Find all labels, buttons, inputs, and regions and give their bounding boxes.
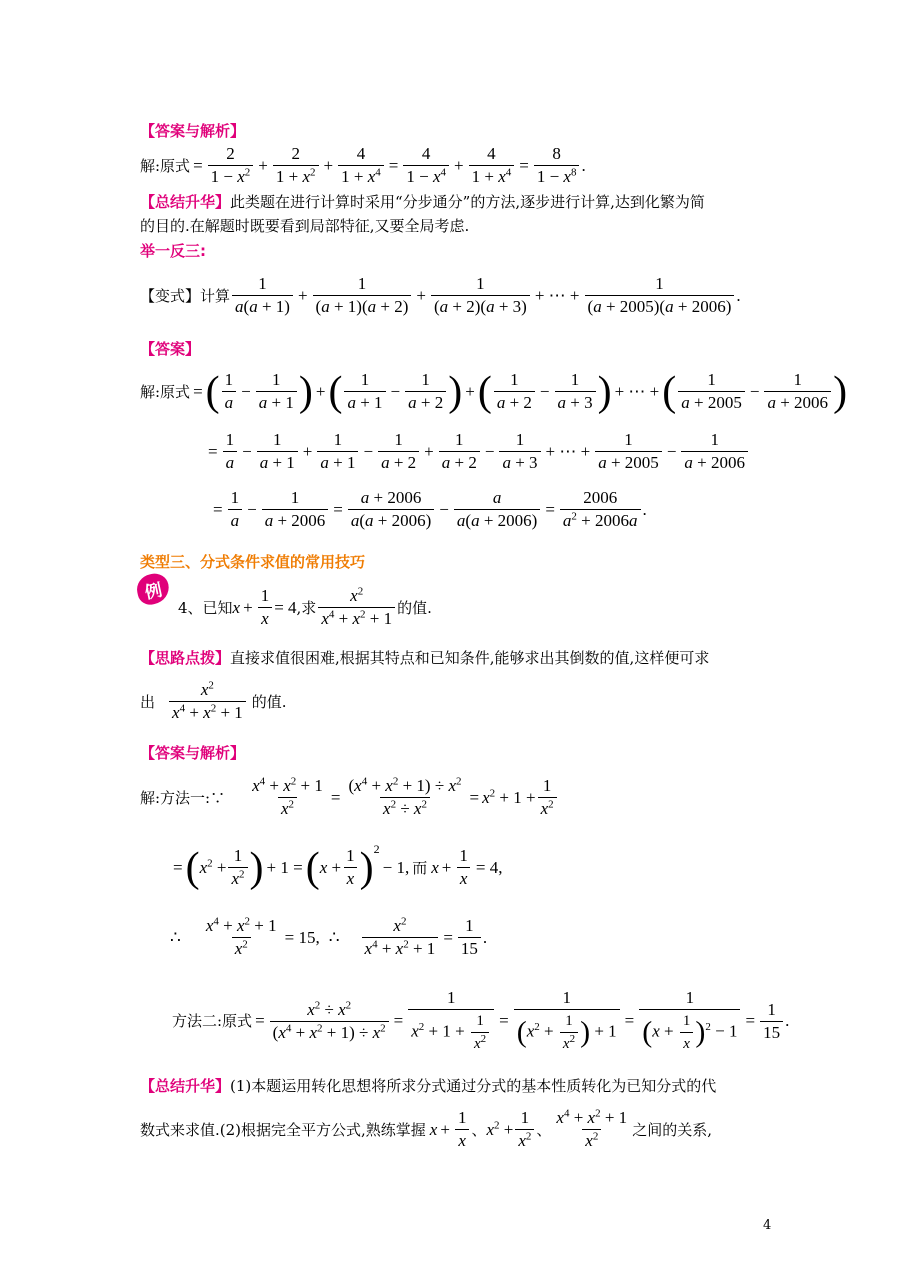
example-4-zhi: 的值. xyxy=(397,598,432,617)
variant-solution-line-1: 解:原式 = ( $\frac{1}{a}$ − $\frac{1}{a + 1}$ ) + ( $\frac{1}{a + 1}$ − $\frac{1}{a + 2}$ ) + ( $\frac{1}{a + 2}$ − $\frac{1}{a + 3}$ ) + ⋯ + ( $\frac{1}{a + 2005}$ − $\frac{1}{a + 2006}$ ) xyxy=(140,368,848,415)
method-one-line-1: 解:方法一:∵ $\frac{x^4 + x^2 + 1}{x^2}$ = $\frac{(x^4 + x^2 + 1) \div x^2}{x^2 \div x^2}$ = $x^2 + 1$ + $\frac{1}{x^2}$ xyxy=(140,776,559,819)
therefore-symbol-2: ∴ xyxy=(328,927,340,947)
type-three-heading: 类型三、分式条件求值的常用技巧 xyxy=(140,553,366,571)
variant-solution-prefix: 解:原式 xyxy=(140,382,191,401)
variant-solution-line-2: = $\frac{1}{a}$ − $\frac{1}{a + 1}$ + $\frac{1}{a + 1}$ − $\frac{1}{a + 2}$ + $\frac{1}{a + 2}$ − $\frac{1}{a + 3}$ + ⋯ + $\frac{1}{a + 2005}$ − $\frac{1}{a + 2006}$ xyxy=(205,430,750,473)
summary-paragraph-1 xyxy=(140,192,705,212)
solution-line-1: 解:原式 = $\frac{2}{1 - x^2}$ + $\frac{2}{1 + x^2}$ + $\frac{4}{1 + x^4}$ = $\frac{4}{1 - x^4}$ + $\frac{4}{1 + x^4}$ = $\frac{8}{1 - x^8}$ . xyxy=(140,144,586,186)
example-4: 4、已知 x + $\frac{1}{x}$ = 4 ,求 $\frac{x^2}{x^4 + x^2 + 1}$ 的值. xyxy=(178,585,432,628)
variant-solution-line-3: = $\frac{1}{a}$ − $\frac{1}{a + 2006}$ = $\frac{a + 2006}{a(a + 2006)}$ − $\frac{a}{a(a + 2006)}$ = $\frac{2006}{a^2 + 2006a}$ . xyxy=(213,488,647,530)
example-4-label: 4、已知 xyxy=(178,598,233,617)
dun-sep-1: 、 xyxy=(471,1120,487,1139)
summary-2-line-2-text: 数式来求值.(2)根据完全平方公式,熟练掌握 xyxy=(140,1120,426,1139)
hint-heading: 【思路点拨】 xyxy=(140,649,231,667)
summary-2-relation: 之间的关系, xyxy=(632,1120,712,1139)
hint-chu: 出 xyxy=(140,692,156,711)
dun-sep-2: 、 xyxy=(536,1120,552,1139)
answer-heading: 【答案】 xyxy=(140,340,201,358)
variant-problem: 【变式】 计算 $\frac{1}{a(a + 1)}$ + $\frac{1}{(a + 1)(a + 2)}$ + $\frac{1}{(a + 2)(a + 3)}$ + ⋯ + $\frac{1}{(a + 2005)(a + 2006)}$ . xyxy=(140,274,741,316)
answer-analysis-heading-2: 【答案与解析】 xyxy=(140,744,246,762)
hint-line-2: 出 $\frac{x^2}{x^4 + x^2 + 1}$ 的值. xyxy=(140,679,287,722)
method-two-label: 方法二:原式 xyxy=(172,1012,253,1030)
therefore-symbol-1: ∴ xyxy=(170,927,181,947)
hint-line-1: 直接求值很困难,根据其特点和已知条件,能够求出其倒数的值,这样便可求 xyxy=(230,649,710,667)
variant-label: 【变式】 xyxy=(140,286,201,305)
page-number: 4 xyxy=(763,1218,772,1233)
summary-heading-2: 【总结升华】 xyxy=(140,1077,231,1095)
summary-paragraph-2 xyxy=(140,1076,716,1096)
summary-heading: 【总结升华】 xyxy=(140,193,231,211)
method-one-label: 解:方法一:∵ xyxy=(140,788,226,807)
hint-zhi: 的值. xyxy=(251,692,287,711)
example-badge-icon: 例 xyxy=(134,571,172,607)
method-one-line-3: ∴ $\frac{x^4 + x^2 + 1}{x^2}$ = 15, ∴ $\frac{x^2}{x^4 + x^2 + 1}$ = $\frac{1}{15}$ . xyxy=(170,915,488,958)
solution-prefix: 解:原式 xyxy=(140,156,191,175)
summary-line-1: 此类题在进行计算时采用“分步通分”的方法,逐步进行计算,达到化繁为简 xyxy=(230,193,705,211)
method-one-line-2: = ( $x^2$ + $\frac{1}{x^2}$ ) + 1 = ( x + $\frac{1}{x}$ ) 2 − 1, 而 x + $\frac{1}{x}$ = 4, xyxy=(173,842,503,891)
method-two-line: 方法二:原式 = $\frac{x^2 \div x^2}{(x^4 + x^2 + 1) \div x^2}$ = 1 $x^2 + 1$ + $\frac{1}{x^2}$ = 1 ($x^2$ + $\frac{1}{x^2}$ ) + 1 = 1 (x + $\frac{1}{x}$ )$^2$ − 1 = $\frac{1}{15}$ . xyxy=(172,988,790,1052)
example-4-eq: = 4 xyxy=(274,597,297,617)
extension-heading: 举一反三: xyxy=(140,242,206,260)
method-one-er: 而 xyxy=(412,858,428,877)
summary-2-line-1: (1)本题运用转化思想将所求分式通过分式的基本性质转化为已知分式的代 xyxy=(230,1077,717,1095)
summary-line-2: 的目的.在解题时既要看到局部特征,又要全局考虑. xyxy=(140,217,470,235)
variant-compute: 计算 xyxy=(200,286,231,305)
example-4-qiu: ,求 xyxy=(296,598,317,617)
summary-2-line-2: 数式来求值.(2)根据完全平方公式,熟练掌握 x + $\frac{1}{x}$ 、 $x^2$ + $\frac{1}{x^2}$ 、 $\frac{x^4 + x^2 + 1}{x^2}$ 之间的关系, xyxy=(140,1107,712,1150)
answer-analysis-heading: 【答案与解析】 xyxy=(140,122,246,140)
hint-paragraph xyxy=(140,648,709,668)
